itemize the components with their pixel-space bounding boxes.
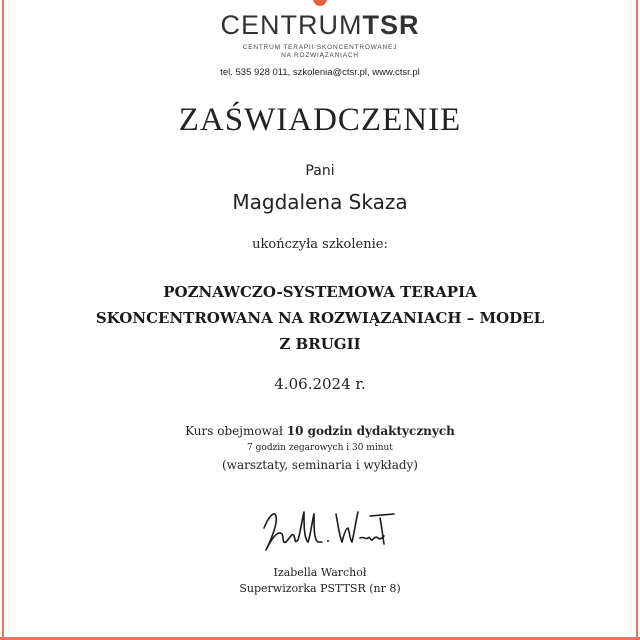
recipient-name: Magdalena Skaza [232,190,408,214]
signature-icon [252,498,398,554]
signer-role: Superwizorka PSTTSR (nr 8) [239,582,401,595]
logo [0,10,640,40]
course-title [60,279,580,357]
hours-bold: 10 godzin dydaktycznych [286,424,455,438]
course-title-line: SKONCENTROWANA NA ROZWIĄZANIACH – MODEL [95,309,545,327]
signer-name: Izabella Warchoł [273,566,367,579]
course-date: 4.06.2024 r. [274,375,366,393]
course-title-line: Z BRUGII [279,335,361,353]
logo-subtitle-line2: NA ROZWIĄZANIACH [281,52,359,59]
logo-text-light: CENTRUM [220,10,363,40]
course-forms: (warsztaty, seminaria i wykłady) [221,458,418,472]
hours-detail: 7 godzin zegarowych i 30 minut [247,443,393,453]
completed-label: ukończyła szkolenie: [252,237,388,252]
logo-subtitle-line1: CENTRUM TERAPII SKONCENTROWANEJ [242,44,398,51]
certificate-title: ZAŚWIADCZENIE [178,102,462,138]
left-border [2,0,4,640]
course-title-line: POZNAWCZO-SYSTEMOWA TERAPIA [163,283,477,301]
logo-mark-icon [313,0,327,6]
right-border [636,0,638,640]
logo-text-bold: TSR [362,10,420,40]
contact-info: tel. 535 928 011, szkolenia@ctsr.pl, www.ctsr.pl [220,67,420,78]
salutation: Pani [305,163,335,179]
hours-prefix: Kurs obejmował [185,424,287,438]
hours-statement [0,424,640,438]
